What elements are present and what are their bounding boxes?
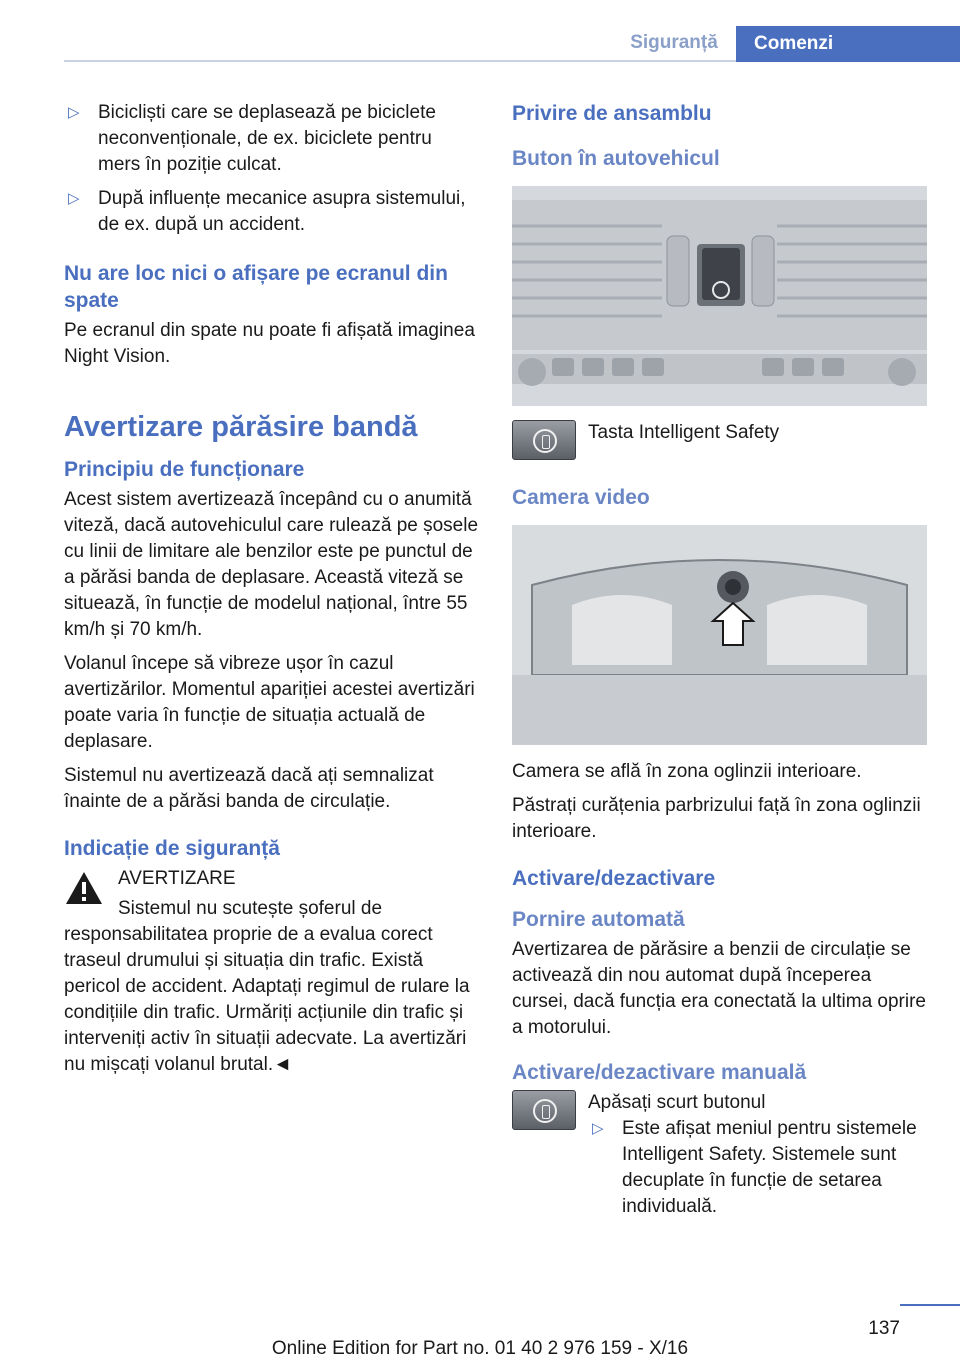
- paragraph-camera-1: Camera se află în zona oglinzii interioare.: [512, 761, 862, 782]
- intelligent-safety-button-icon: [512, 1090, 576, 1130]
- heading-activation: Activare/dezactivare: [512, 867, 716, 890]
- paragraph-camera-2: Păstrați curățenia parbrizului față în zona oglinzii interioare.: [512, 795, 921, 842]
- list-item-text: Este afișat meniul pentru sistemele Intelligent Safety. Sistemele sunt decuplate în funcție de setarea individuală.: [622, 1118, 917, 1217]
- paragraph-principle-2: Volanul începe să vibreze ușor în cazul avertizărilor. Momentul apariției acestei avertizări poate varia în funcție de situația actuală de deplasare.: [64, 653, 475, 752]
- heading-manual: Activare/dezactivare manuală: [512, 1061, 807, 1084]
- heading-principle: Principiu de funcționare: [64, 458, 305, 481]
- warning-block: [64, 866, 479, 1078]
- paragraph-principle-3: Sistemul nu avertizează dacă ați semnalizat înainte de a părăsi banda de circulație.: [64, 765, 434, 812]
- triangle-bullet-icon: ▷: [592, 1120, 604, 1137]
- list-item: [64, 186, 479, 238]
- paragraph-principle-1: Acest sistem avertizează începând cu o anumită viteză, dacă autovehiculul care rulează pe șosele cu linii de limitare ale benzilor este pe punctul de a părăsi banda de deplasare. Această viteză se situează, în funcție de modelul național, între 55 km/h și 70 km/h.: [64, 489, 479, 640]
- footer-rule: [900, 1304, 960, 1306]
- paragraph-no-display: Pe ecranul din spate nu poate fi afișată imaginea Night Vision.: [64, 320, 475, 367]
- right-column: [512, 100, 927, 1228]
- button-caption-row: [512, 420, 927, 460]
- triangle-bullet-icon: ▷: [68, 190, 80, 207]
- camera-location-photo: [512, 525, 927, 745]
- warning-text: Sistemul nu scutește șoferul de responsabilitatea proprie de a evalua corect traseul drumului și situația din trafic. Există pericol de accident. Adaptați regimul de rulare la condițiile din trafic. Urmăriți acțiunile din trafic și interveniți activ în situații adecvate. La avertizări nu mișcați volanul brutal.◄: [64, 898, 470, 1075]
- page-number: 137: [868, 1318, 900, 1339]
- heading-button: Buton în autovehicul: [512, 147, 720, 170]
- list-item: [512, 1116, 927, 1220]
- heading-auto-start: Pornire automată: [512, 908, 685, 931]
- button-caption: Tasta Intelligent Safety: [588, 422, 780, 443]
- header-chapter: Comenzi: [736, 26, 960, 62]
- left-column: [64, 100, 479, 1086]
- header-section: Siguranță: [630, 32, 718, 53]
- intelligent-safety-button-icon: [512, 420, 576, 460]
- list-item-text: După influențe mecanice asupra sistemului, de ex. după un accident.: [98, 188, 466, 235]
- list-item: [64, 100, 479, 178]
- manual-press-text: Apăsați scurt butonul: [588, 1092, 766, 1113]
- list-item-text: Bicicliști care se deplasează pe biciclete neconvenționale, de ex. biciclete pentru mers în poziție culcat.: [98, 102, 436, 175]
- heading-safety: Indicație de siguranță: [64, 837, 280, 860]
- footer-edition: Online Edition for Part no. 01 40 2 976 159 - X/16: [271, 1338, 689, 1359]
- warning-label: AVERTIZARE: [118, 868, 236, 889]
- heading-overview: Privire de ansamblu: [512, 102, 712, 125]
- paragraph-auto-start: Avertizarea de părăsire a benzii de circulație se activează din nou automat după începerea cursei, dacă funcția era conectată la ultima oprire a motorului.: [512, 939, 926, 1038]
- warning-triangle-icon: [64, 870, 104, 906]
- heading-lane-departure: Avertizare părăsire bandă: [64, 411, 418, 443]
- dashboard-button-photo: [512, 186, 927, 406]
- heading-camera: Camera video: [512, 486, 650, 509]
- heading-no-display: Nu are loc nici o afișare pe ecranul din spate: [64, 262, 448, 312]
- triangle-bullet-icon: ▷: [68, 104, 80, 121]
